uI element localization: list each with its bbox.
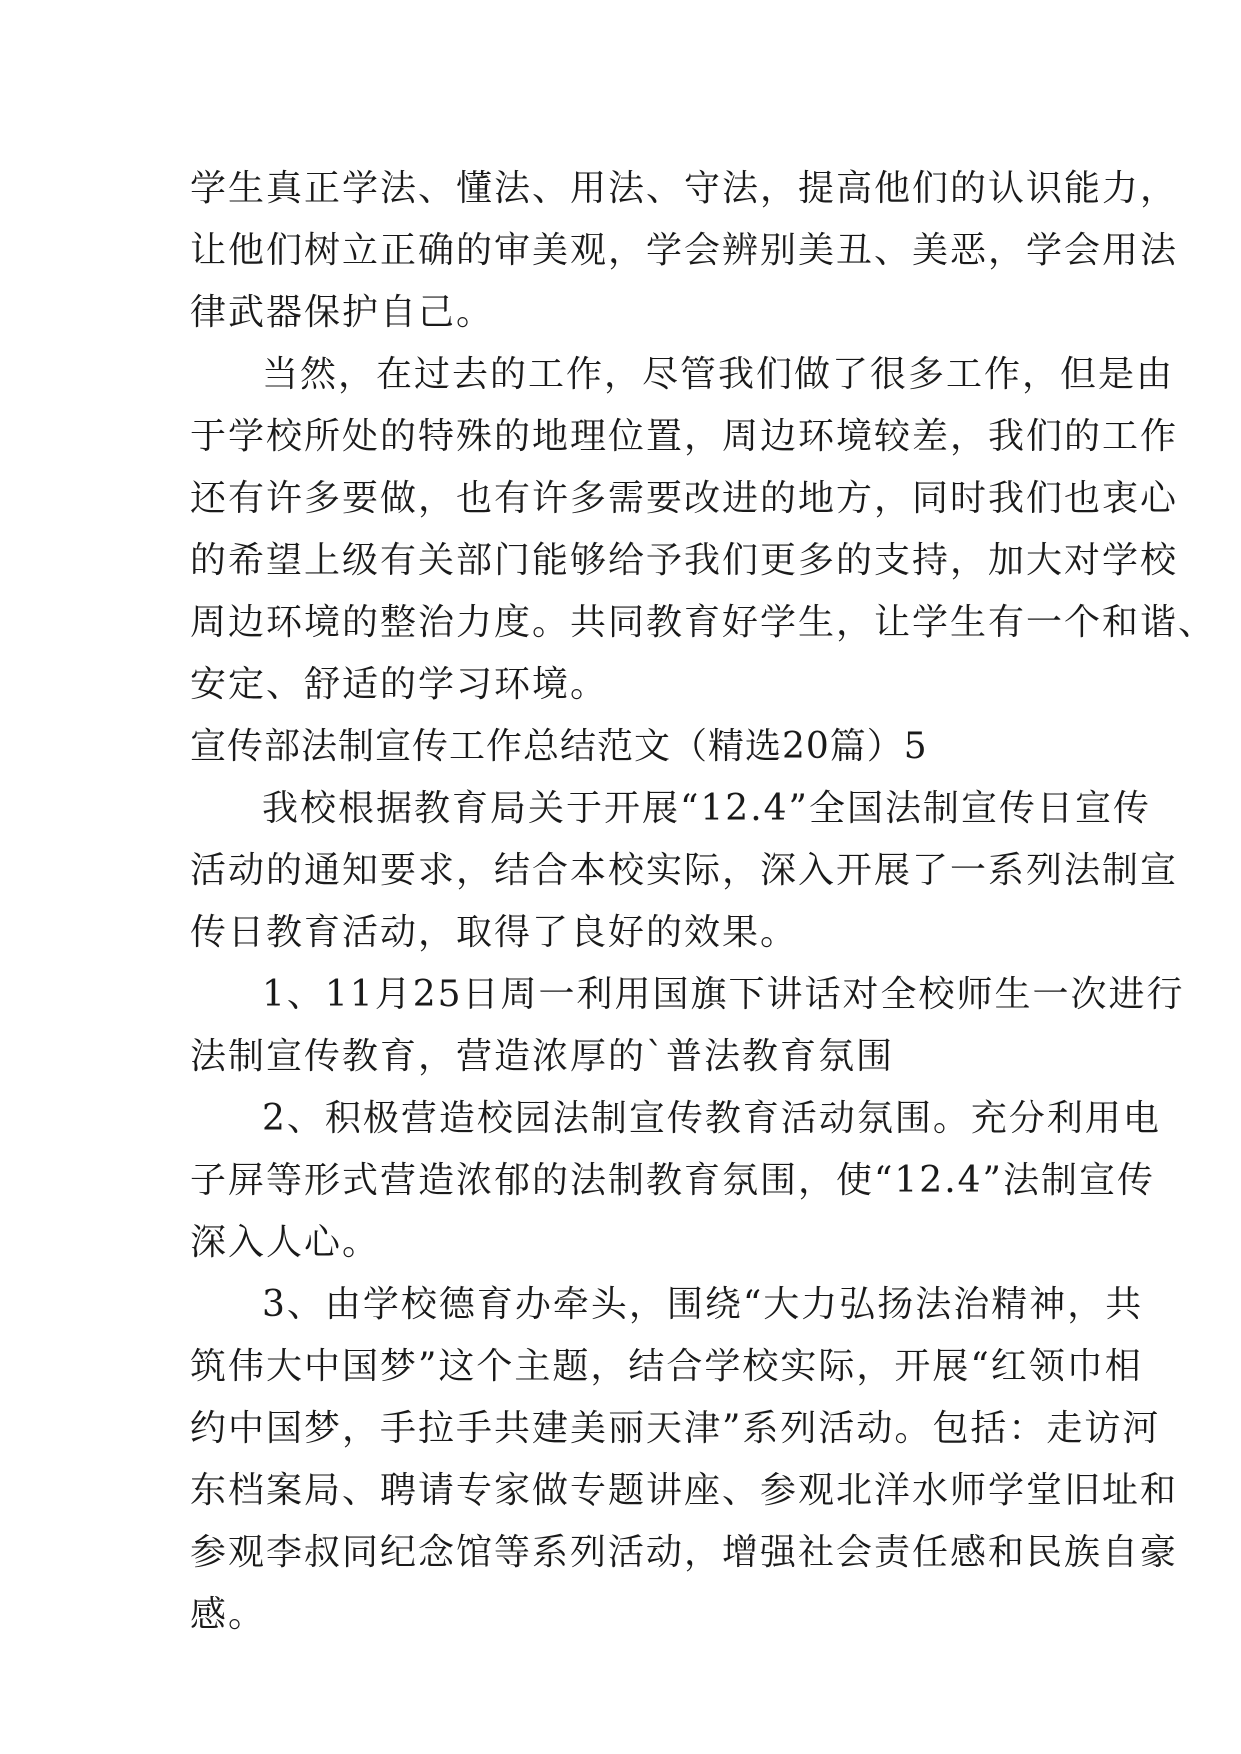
text-line: 参观李叔同纪念馆等系列活动，增强社会责任感和民族自豪 [190, 1532, 1179, 1573]
text-line: 的希望上级有关部门能够给予我们更多的支持，加大对学校 [190, 540, 1179, 581]
text-line: 还有许多要做，也有许多需要改进的地方，同时我们也衷心 [190, 478, 1179, 519]
text-line: 律武器保护自己。 [190, 292, 495, 333]
list-item-3: 3、由学校德育办牵头，围绕“大力弘扬法治精神，共 [262, 1284, 1144, 1325]
paragraph-first-line: 当然，在过去的工作，尽管我们做了很多工作，但是由 [262, 354, 1175, 395]
text-line: 安定、舒适的学习环境。 [190, 664, 609, 705]
text-line: 约中国梦，手拉手共建美丽天津”系列活动。包括：走访河 [190, 1408, 1161, 1449]
text-line: 感。 [190, 1594, 267, 1635]
text-line: 活动的通知要求，结合本校实际，深入开展了一系列法制宣 [190, 850, 1179, 891]
text-line: 深入人心。 [190, 1222, 381, 1263]
text-line: 筑伟大中国梦”这个主题，结合学校实际，开展“红领巾相 [190, 1346, 1143, 1387]
text-line: 于学校所处的特殊的地理位置，周边环境较差，我们的工作 [190, 416, 1179, 457]
list-item-2: 2、积极营造校园法制宣传教育活动氛围。充分利用电 [262, 1098, 1161, 1139]
section-heading: 宣传部法制宣传工作总结范文（精选20篇）5 [190, 726, 928, 767]
text-line: 东档案局、聘请专家做专题讲座、参观北洋水师学堂旧址和 [190, 1470, 1179, 1511]
paragraph-first-line: 我校根据教育局关于开展“12.4”全国法制宣传日宣传 [262, 788, 1151, 829]
text-line: 传日教育活动，取得了良好的效果。 [190, 912, 799, 953]
text-line: 法制宣传教育，营造浓厚的`普法教育氛围 [190, 1036, 895, 1077]
text-line: 让他们树立正确的审美观，学会辨别美丑、美恶，学会用法 [190, 230, 1179, 271]
document-body [190, 158, 1217, 1646]
text-line: 周边环境的整治力度。共同教育好学生，让学生有一个和谐、 [190, 602, 1217, 643]
text-line: 学生真正学法、懂法、用法、守法，提高他们的认识能力， [190, 168, 1179, 209]
text-line: 子屏等形式营造浓郁的法制教育氛围，使“12.4”法制宣传 [190, 1160, 1155, 1201]
list-item-1: 1、11月25日周一利用国旗下讲话对全校师生一次进行 [262, 974, 1185, 1015]
